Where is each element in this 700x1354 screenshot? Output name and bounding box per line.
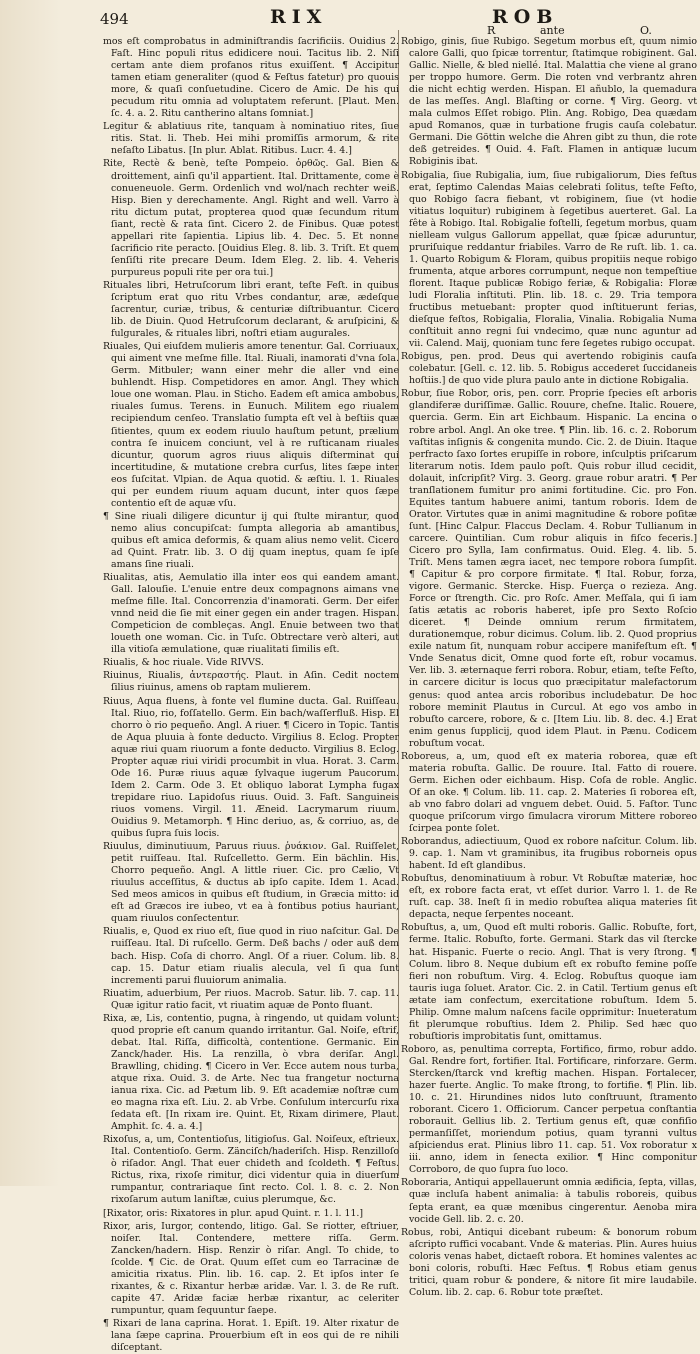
entry: Rite, Rectè & benè, teſte Pompeio. ὀρθῶς. Gal. Bien & droittement, ainſi qu'il appartient. Ital. Drittamente, come è conueneuole. Germ. Ordenlich vnd wol/nach rechter weiß. Hisp. Bien y derechamente. Angl. Right and well. Varro à ritu dictum putat, propterea quod quæ ſecundum ritum ſiant, rectè & rata ſint. Cicero 2. de Finibus. Quæ potest appellari rite ſapientia. Lipius lib. 4. Dec. 5. Et nonne ſacrificio rite peracto. [Ouidius Eleg. 8. lib. 3. Triſt. Et quem ſenſiſti rite precare Deum. Idem Eleg. 2. lib. 4. Veheris purpureus populi rite per ora tui.] bbox=[103, 158, 399, 278]
column-letter-mid: ante bbox=[540, 24, 565, 37]
entry: [Rixator, oris: Rixatores in plur. apud Quint. r. 1. l. 11.] bbox=[103, 1207, 364, 1219]
page-gutter bbox=[0, 0, 60, 1186]
page-number: 494 bbox=[100, 10, 129, 28]
entry: Roborandus, adiectiuum, Quod ex robore naſcitur. Colum. lib. 9. cap. 1. Nam vt graminibus, ita frugibus roborneis opus habent. Id eſt glandibus. bbox=[401, 836, 697, 872]
entry: Riualis, & hoc riuale. Vide RIVVS. bbox=[103, 657, 264, 669]
entry: Robus, robi, Antiqui dicebant rubeum: & bonorum robum aſcripto ruffici vocabant. Vnde & materias. Plin. Aures huius coloris venas habet, dictaeſt robora. Et homines valentes ac boni coloris, robuſti. Hæc Feſtus. ¶ Robus etiam genus tritici, quam robur & pondere, & nitore ſit mire laudabile. Colum. lib. 2. cap. 6. Robur tote præſtet. bbox=[401, 1226, 697, 1298]
entry: ¶ Rixari de lana caprina. Horat. 1. Epiſt. 19. Alter rixatur de lana ſæpe caprina. Prouerbium eſt in eos qui de re nihili diſceptant. bbox=[103, 1317, 399, 1354]
entry: Robigus, pen. prod. Deus qui avertendo robiginis cauſa colebatur. [Gell. c. 12. lib. 5. Robigus accederet ſuccidaneis hoſtiis.] de quo vide plura paulo ante in dictione Robigalia. bbox=[401, 351, 697, 387]
entry: Riualitas, atis, Aemulatio illa inter eos qui eandem amant. Gall. Ialouſie. L'enuie entre deux compagnons aimans vne meſme fille. Ital. Concorrenzia d'inamorati. Germ. Der eifer vnnd neid die ſie mit einer gegen ein ander tragen. Hispan. Competicion de combleças. Angl. Enuie between two that loueth one woman. Cic. in Tuſc. Obtrectare verò alteri, aut illa vitioſa æmulatione, quæ riualitati ſimilis eſt. bbox=[103, 572, 399, 656]
column-letter-left: R bbox=[487, 24, 496, 37]
entry: Rixoſus, a, um, Contentioſus, litigioſus. Gal. Noiſeux, eſtrieux. Ital. Contentioſo. Germ. Zänciſch/haderiſch. Hisp. Renzilloſo ò riſador. Angl. That euer chideth and ſcoldeth. ¶ Feſtus. Rictus, rixa, rixoſe rimitur, dici videntur quia in diuerſum rumpantur, contrariaque ſint recto. Col. l. 8. c. 2. Non rixoſarum autum laniſtæ, cuius plerumque, &c. bbox=[103, 1134, 399, 1206]
entry: Roboro, as, penultima correpta, Fortifico, firmo, robur addo. Gal. Rendre fort, fortifier. Ital. Fortificare, rinforzare. Germ. Stercken/ſtarck vnd kreftig machen. Hispan. Fortalecer, hazer fuerte. Anglic. To make ſtrong, to fortifie. ¶ Plin. lib. 10. c. 21. Hirundines nidos luto conſtruunt, ſtramento roborant. Cicero 1. Officiorum. Cancer perpetua conſtantia roborauit. Gellius lib. 2. Tertium genus eſt, quæ confiſio permanſiſſet, moriendum potius, quam tyranni vultus aſpiciendus erat. Plinius libro 11. cap. 51. Vox roboratur x iii. anno, idem in ſenecta exilior. ¶ Hinc componitur Corroboro, de quo ſupra ſuo loco. bbox=[401, 1043, 697, 1176]
entry: Rixa, æ, Lis, contentio, pugna, à ringendo, ut quidam volunt: quod proprie eſt canum quando irritantur. Gal. Noiſe, eſtrif, debat. Ital. Riſſa, difficoltà, contentione. Germanic. Ein Zanck/hader. His. La renzilla, ò vbra deriſar. Angl. Brawlling, chiding. ¶ Cicero in Ver. Ecce autem nous turba, atque rixa. Ouid. 3. de Arte. Nec tua frangetur nocturna ianua rixa. Cic. ad Pætum lib. 9. Eſt academiæ noſtræ cum eo magna rixa eſt. Liu. 2. ab Vrbe. Conſulum intercurſu rixa ſedata eſt. [In rixam ire. Quint. Et, Rixam dirimere, Plaut. Amphit. ſc. 4. a. 4.] bbox=[103, 1012, 399, 1133]
entry: Robur, ſiue Robor, oris, pen. corr. Proprie ſpecies eſt arboris glandiferæ duriſſimæ. Gallic. Rouure, cheſne. Italic. Rouere, quercia. Germ. Ein art Eichbaum. Hispanic. La encina o robre arbol. Angl. An oke tree. ¶ Plin. lib. 16. c. 2. Roborum vaſtitas inſignis & congenita mundo. Cic. 2. de Diuin. Itaque perfracto ſaxo ſortes erupiſſe in robore, inſculptis priſcarum literarum notis. Idem paulo poſt. Quis robur illud cecidit, dolauit, inſcripſit? Virg. 3. Georg. graue robur aratri. ¶ Per tranſlationem fumitur pro animi fortitudine. Cic. pro Fon. Equites tantum habuere animi, tantum roboris. Idem de Orator. Virtutes quæ in animi magnitudine & robore poſitæ ſunt. [Hinc Calpur. Flaccus Declam. 4. Robur Tullianum in carcere. Quintilian. Cum robur aliquis in fiſco feceris.] Cicero pro Sylla, Iam confirmatus. Ouid. Eleg. 4. lib. 5. Triſt. Mens tamen ægra iacet, nec tempore robora ſumpſit. ¶ Capitur & pro corpore firmitate. ¶ Ital. Robur, forza, vigore. Germanic. Stercke. Hisp. Fuerça o rezieza. Ang. Force or ſtrength. Cic. pro Roſc. Amer. Meſſala, qui ſi iam ſatis ætatis ac roboris haberet, ipſe pro Sexto Roſcio diceret. ¶ Deinde omnium rerum firmitatem, durationemque, robur dicimus. Colum. lib. 2. Quod proprius exile natum ſit, nunquam robur accipere manifeſtum eſt. ¶ Vnde Senatus dicit, Omne quod forte eſt, robur vocamus. Ver. lib. 3. æternaque ferri robora. Robur, etiam, teſte Feſto, in carcere dicitur is locus quo præcipitatur malefactorum genus: quod antea arcis roboribus includebatur. De hoc robore meminit Plautus in Curcul. At ego vos ambo in robuſto carcere, robore, & c. [Item Liu. lib. 8. dec. 4.] Erat enim genus ſupplicij, quod idem Plaut. in Pænu. Codicem robuſtum vocat. bbox=[401, 388, 697, 749]
entry: Riuulus, diminutiuum, Paruus riuus. ῥυάκιον. Gal. Ruiſſelet, petit ruiſſeau. Ital. Ruſcelletto. Germ. Ein bächlin. His. Chorro pequeño. Angl. A little riuer. Cic. pro Cælio, Vt riuulus acceſſitus, & ductus ab ipſo capite. Idem 1. Acad. Sed meos amicos in quibus eſt ſtudium, in Græcia mitto: id eſt ad Græcos ire iubeo, vt ea à fontibus potius hauriant, quam riuulos conſectentur. bbox=[103, 841, 399, 925]
entry: Riuinus, Riualis, ἀντεραστής. Plaut. in Aſin. Cedit noctem ſilius riuinus, amens ob raptam mulierem. bbox=[103, 670, 399, 694]
entry: Riuus, Aqua fluens, à fonte vel flumine ducta. Gal. Ruiſſeau. Ital. Riuo, rio, foſſatello. Germ. Ein bach/waſſerfluß. Hisp. El chorro ò rio pequeño. Angl. A riuer. ¶ Cicero in Topic. Tantis de Aqua pluuia à fonte deducto. Virgilius 8. Eclog. Propter aquæ riui quam riuorum a fonte deducto. Virgilius 8. Eclog. Propter aquæ riui viridi procumbit in vlua. Horat. 3. Carm. Ode 16. Puræ riuus aquæ ſylvaque iugerum Paucorum. Idem 2. Carm. Ode 3. Et obliquo laborat Lympha fugax trepidare riuo. Lapidoſus riuus. Ouid. 3. Faſt. Sanguineis riuos vomens. Virgil. 11. Æneid. Lacrymarum riuum. Ouidius 9. Metamorph. ¶ Hinc deriuo, as, & corriuo, as, de quibus ſupra ſuis locis. bbox=[103, 695, 399, 840]
entry: Roboreus, a, um, quod eſt ex materia roborea, quæ eſt materia robuſta. Gallic. De rouure. Ital. Fatto di rouere. Germ. Eichen oder eichbaum. Hisp. Coſa de roble. Anglic. Of an oke. ¶ Colum. lib. 11. cap. 2. Materies ſi roborea eſt, ab vno fabro dolari ad vnguem debet. Ouid. 5. Faſtor. Tunc quoque priſcorum virgo ſimulacra virorum Mittere roboreo ſcirpea ponte ſolet. bbox=[401, 750, 697, 835]
entry: Robuſtus, a, um, Quod eſt multi roboris. Gallic. Robuſte, fort, ferme. Italic. Robuſto, forte. Germani. Stark das vil ſtercke hat. Hispanic. Fuerte o recio. Angl. That is very ſtrong. ¶ Colum. libro 8. Neque dubium eſt ex robuſto femine poſſe fieri non robuſtum. Virg. 4. Eclog. Robuſtus quoque iam tauris iuga ſoluet. Arator. Cic. 2. in Catil. Tertium genus eſt ætate iam confectum, exercitatione robuſtum. Idem 5. Philip. Omne malum naſcens facile opprimitur: Inueteratum fit plerumque robuſtius. Idem 2. Philip. Sed hæc quo robuſtioris improbitatis ſunt, omittamus. bbox=[401, 922, 697, 1042]
entry: Robuſtus, denominatiuum à robur. Vt Robuſtæ materiæ, hoc eſt, ex robore facta erat, vt eſſet durior. Varro l. 1. de Re ruſt. cap. 38. Ineſt ſi in medio robuſtea aliqua materies ſit depacta, neque ſerpentes noceant. bbox=[401, 873, 697, 921]
running-head-right: ROB bbox=[492, 6, 559, 28]
entry: Robigo, ginis, ſiue Rubigo. Segetum morbus eſt, quum nimio calore Galli, quo ſpicæ torrentur, ſtatimque robiginent. Gal. Gallic. Nielle, & bled niellé. Ital. Malattia che viene al grano per troppo humore. Germ. Die roten vnd verbrantz ahren die nicht echtig werden. Hispan. El añublo, la quemadura de las meſſes. Angl. Blaſting or corne. ¶ Virg. Georg. vt mala culmos Eſſet robigo. Plin. Ang. Robigo, Dea quædam apud Romanos, quæ in turbatione frugis cauſa colebatur. Germani. Die Göttin welche die Ahren gibt zu thun, die rote deß getreides. ¶ Ouid. 4. Faſt. Flamen in antiquæ lucum Robiginis ibat. bbox=[401, 36, 697, 168]
entry: Robigalia, ſiue Rubigalia, ium, ſiue rubigaliorum, Dies feſtus erat, ſeptimo Calendas Maias celebrati ſolitus, teſte Feſto, quo Robigo ſacra fiebant, vt robiginem, ſiue (vt hodie vitiatus loquitur) rubiginem à ſegetibus auerteret. Gal. La fête à Robigo. Ital. Robigalie foſtelli, ſegetum morbus, quam nielleam vulgus Gallorum appellat, quæ ſpicæ aduruntur, pruriſuique reddantur friabiles. Varro de Re ruſt. lib. 1. ca. 1. Quarto Robigum & Floram, quibus propitiis neque robigo frumenta, atque arbores corrumpunt, neque non tempeſtiue florent. Itaque publicæ Robigo feriæ, & Robigalia: Floræ ludi Floralia inſtituti. Plin. lib. 18. c. 29. Tria tempora fructibus metuebant: propter quod inſtituerunt ferias, dieſque feſtos, Robigalia, Floralia, Vinalia. Robigalia Numa conſtituit anno regni ſui vndecimo, quæ nunc aguntur ad vii. Calend. Maij, quoniam tunc fere ſegetes rubigo occupat. bbox=[401, 169, 697, 350]
running-head-left: RIX bbox=[270, 6, 328, 28]
page-header bbox=[0, 4, 700, 28]
column-letter-right: O. bbox=[640, 24, 652, 37]
right-column bbox=[401, 36, 697, 1298]
left-column bbox=[103, 36, 399, 1354]
entry: Legitur & ablatiuus rite, tanquam à nominatiuo rites, ſiue ritis. Stat. li. Theb. Hei mihi promiſſis armorum, & rite neſaſto Libatus. [In plur. Ablat. Ritibus. Lucr. 4. 4.] bbox=[103, 121, 399, 157]
entry: mos eſt comprobatus in adminiſtrandis ſacrificiis. Ouidius 2. Faſt. Hinc populi ritus edidicere noui. Tacitus lib. 2. Niſi certam ante diem profanos ritus exuiſſent. ¶ Accipitur tamen etiam generaliter (quod & Feſtus fatetur) pro quouis more, & quaſi conſuetudine. Cicero de Amic. De his qui pecudum ritu omnia ad voluptatem referunt. [Plaut. Men. ſc. 4. a. 2. Ritu cantherino altans ſomniat.] bbox=[103, 36, 399, 120]
entry: Rituales libri, Hetruſcorum libri erant, teſte Feſt. in quibus ſcriptum erat quo ritu Vrbes condantur, aræ, ædeſque ſacrentur, curiæ, tribus, & centuriæ diſtribuantur. Cicero lib. de Diuin. Quod Hetruſcorum declarant, & aruſpicini, & fulgurales, & rituales libri, noſtri etiam augurales. bbox=[103, 279, 399, 340]
entry: ¶ Sine riuali diligere dicuntur ij qui ſtulte mirantur, quod nemo alius concupiſcat: ſumpta allegoria ab amantibus, quibus eſt amica deformis, & quam alius nemo velit. Cicero ad Quint. Fratr. lib. 3. O dij quam ineptus, quam ſe ipſe amans ſine riuali. bbox=[103, 510, 399, 571]
entry: Riualis, e, Quod ex riuo eſt, ſiue quod in riuo naſcitur. Gal. De ruiſſeau. Ital. Di ruſcello. Germ. Deß bachs / oder auß dem bach. Hisp. Coſa di chorro. Angl. Of a riuer. Colum. lib. 8. cap. 15. Datur etiam riualis alecula, vel ſi qua ſunt incrementi parui fluuiorum animalia. bbox=[103, 926, 399, 986]
entry: Rixor, aris, Iurgor, contendo, litigo. Gal. Se riotter, eſtriuer, noiſer. Ital. Contendere, mettere riſſa. Germ. Zancken/hadern. Hisp. Renzir ò riſar. Angl. To chide, to ſcolde. ¶ Cic. de Orat. Quum eſſet cum eo Tarracinæ de amicitia rixatus. Plin. lib. 16. cap. 2. Et ipſos inter ſe rixantes, & c. Rixantur herbæ aridæ. Var. l. 3. de Re ruſt. capite 47. Aridæ faciæ herbæ rixantur, ac celeriter rumpuntur, quam ſequuntur ſaepe. bbox=[103, 1220, 399, 1316]
entry: Riuales, Qui eiuſdem mulieris amore tenentur. Gal. Corriuaux, qui aiment vne meſme fille. Ital. Riuali, inamorati d'vna ſola. Germ. Mitbuler; wann einer mehr die aller vnd eine buhlendt. Hisp. Competidores en amor. Angl. They which loue one woman. Plau. in Sticho. Eadem eſt amica ambobus, riuales ſumus. Terens. in Eunuch. Militem ego riualem recipiendum cenſeo. Translatio ſumpta eſt vel à beſtiis quæ ſitientes, quum ex eodem riuulo hauſtum petunt, prælium contra ſe inuicem conciunt, vel à re ruſticanam riuales dicuntur, quorum agros riuus aliquis diſterminat qui incertitudine, & mutatione crebra curſus, lites ſæpe inter eos ſuſcitat. Vlpian. de Aqua quotid. & æſtiu. l. 1. Riuales qui per eundem riuum aquam ducunt, inter quos ſæpe contentio eſt de aquæ vſu. bbox=[103, 341, 399, 509]
entry: Roboraria, Antiqui appellauerunt omnia ædificia, ſepta, villas, quæ incluſa habent animalia: à tabulis roboreis, quibus ſepta erant, ea quæ mœnibus cingerentur. Aenoba mira vocide Gell. lib. 2. c. 20. bbox=[401, 1177, 697, 1225]
entry: Riuatim, aduerbium, Per riuos. Macrob. Satur. lib. 7. cap. 11. Quæ igitur ratio facit, vt riuatim aquæ de Ponto fluant. bbox=[103, 987, 399, 1011]
